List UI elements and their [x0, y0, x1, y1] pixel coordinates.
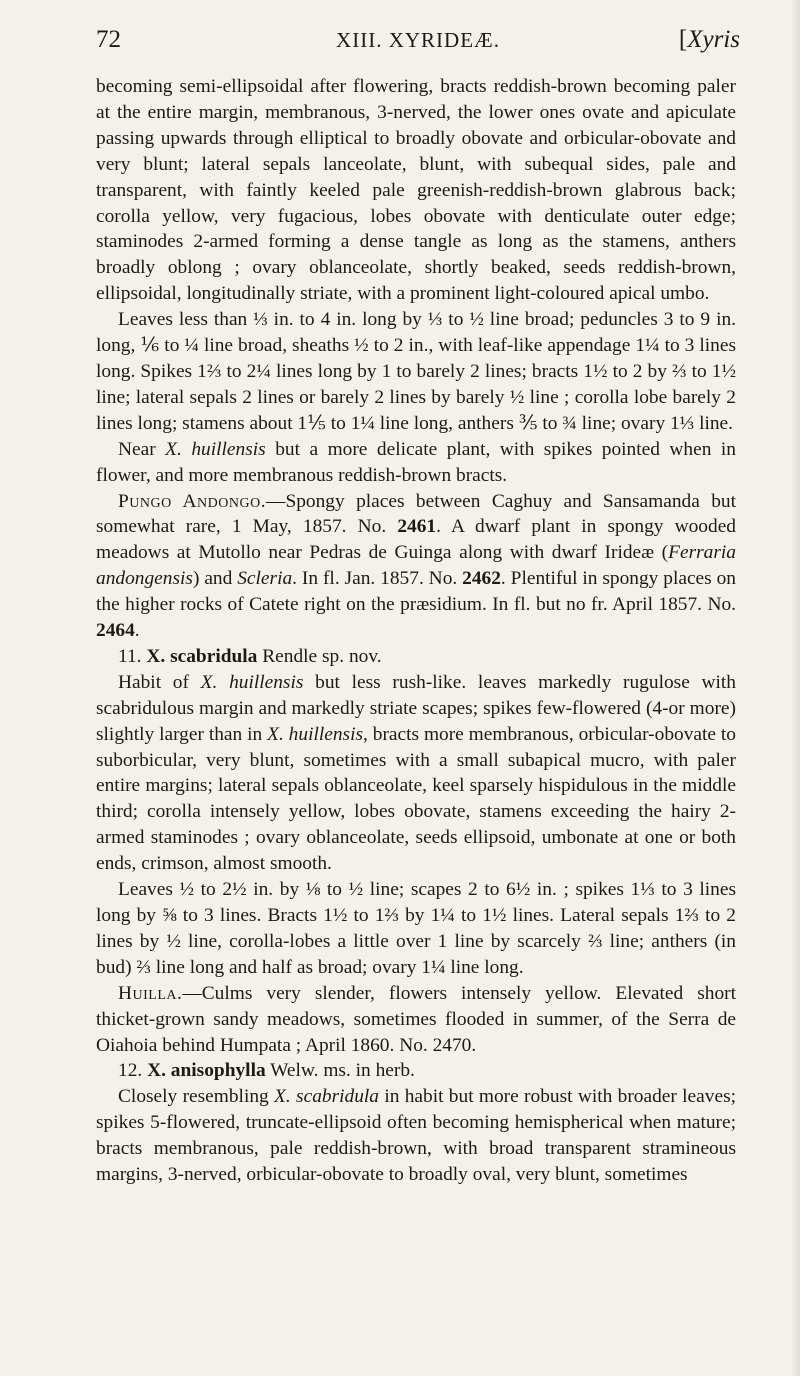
species-authority: Welw. ms. in herb. — [270, 1060, 415, 1082]
specimen-number: 2461 — [397, 516, 437, 538]
specimen-number: 2464 — [96, 620, 135, 642]
genus-reference: Scleria — [237, 568, 293, 590]
species-reference: X. huillensis — [200, 671, 304, 693]
species-authority: Rendle sp. nov. — [262, 645, 382, 667]
locality-text: . Plentiful in spongy places on the higher rocks of Catete right on the præsidium. In fl. but no fr. April 1857. No. — [96, 568, 736, 616]
locality-text: —Spongy places between Caghuy and Sansamanda but somewhat rare, 1 May, 1857. No. — [96, 490, 736, 538]
description-text: but less rush-like. leaves markedly rugulose with scabridulous margin and markedly striate scapes; spikes few-flowered (4-or more) slightly larger than in — [96, 671, 737, 745]
dimensions-paragraph: Leaves ½ to 2½ in. by ⅛ to ½ line; scapes 2 to 6½ in. ; spikes 1⅓ to 3 lines long by ⅝ to 3 lines. Bracts 1½ to 1⅔ by 1¼ to 1½ lines. Lateral sepals 1⅔ to 2 lines by ½ line, corolla-lobes a little over 1 line by scarcely ⅔ line; anthers (in bud) ⅔ line long and half as broad; ovary 1¼ line long. — [96, 879, 736, 978]
locality-text: —Culms very slender, flowers intensely yellow. Elevated short thicket-grown sandy meadows, sometimes flooded in summer, of the Serra de Oiahoia behind Humpata ; April 1860. No. 2470. — [96, 982, 736, 1056]
species-heading — [96, 644, 736, 670]
description-text: Habit of — [118, 671, 201, 693]
species-name: X. anisophylla — [147, 1060, 266, 1082]
species-name: X. scabridula — [146, 645, 258, 667]
species-reference: X. huillensis — [267, 723, 364, 745]
locality-text: . — [134, 620, 140, 642]
running-genus-name: Xyris — [687, 26, 740, 53]
description-text: in habit but more robust with broader leaves; spikes 5-flowered, truncate-ellipsoid often becoming hemispherical when mature; bracts membranous, pale reddish-brown, with broad transparent stramineous margins, 3-nerved, orbicular-obovate to broadly oval, very blunt, sometimes — [96, 1086, 736, 1186]
page-number: 72 — [96, 26, 121, 53]
species-heading — [96, 1058, 736, 1084]
species-description — [96, 1084, 736, 1188]
page-body — [96, 74, 736, 1188]
species-description — [96, 670, 736, 877]
dimensions-paragraph: Leaves less than ⅓ in. to 4 in. long by ⅓ to ½ line broad; peduncles 3 to 9 in. long, ⅙ to ¼ line broad, sheaths ½ to 2 in., with leaf-like appendage 1¼ to 3 lines long. Spikes 1⅔ to 2¼ lines long by 1 to barely 2 lines; bracts 1½ to 2 by ⅔ to 1½ line; lateral sepals 2 lines or barely 2 lines by barely ½ line ; corolla lobe barely 2 lines long; stamens about 1⅕ to 1¼ line long, anthers ⅗ to ¾ line; ovary 1⅓ line. — [96, 309, 736, 434]
description-continued: becoming semi-ellipsoidal after flowering, bracts reddish-brown becoming paler at the entire margin, membranous, 3-nerved, the lower ones ovate and apiculate passing upwards through elliptical to broadly obovate and orbicular-obovate and very blunt; lateral sepals lanceolate, blunt, with subequal sides, pale and transparent, with faintly keeled pale greenish-reddish-brown glabrous back; corolla yellow, very fugacious, lobes obovate with denticulate outer edge; staminodes 2-armed forming a dense tangle as long as the stamens, anthers broadly oblong ; ovary oblanceolate, shortly beaked, seeds reddish-brown, ellipsoidal, longitudinally striate, with a prominent light-coloured apical umbo. — [96, 76, 736, 305]
description-text: , bracts more membranous, orbicular-obovate to suborbicular, very blunt, sometimes with a small subapical mucro, with paler entire margins; lateral sepals oblanceolate, keel sparsely hispidulous in the middle third; corolla intensely yellow, lobes obovate, stamens exceeding the hairy 2-armed staminodes ; ovary oblanceolate, seeds ellipsoid, umbonate at one or both ends, crimson, almost smooth. — [96, 723, 737, 875]
specimen-number: 2462 — [462, 568, 501, 590]
locality-paragraph — [96, 981, 736, 1059]
locality-paragraph — [96, 489, 736, 644]
affinity-prefix: Near — [118, 438, 166, 460]
page-edge-shadow — [790, 0, 800, 1376]
species-number: 12. — [118, 1060, 143, 1082]
species-reference: Ferraria andongensis — [96, 542, 736, 590]
running-genus: [Xyris — [678, 26, 740, 53]
locality-text: . In fl. Jan. 1857. No. — [292, 568, 463, 590]
locality-name: Pungo Andongo. — [118, 490, 267, 512]
affinity-note — [96, 437, 736, 489]
description-text: Closely resembling — [118, 1086, 275, 1108]
page-header — [96, 26, 740, 66]
locality-text: . A dwarf plant in spongy wooded meadows at Mutollo near Pedras de Guinga along with dwarf Irideæ ( — [96, 516, 736, 564]
species-number: 11. — [118, 645, 142, 667]
locality-text: ) and — [192, 568, 238, 590]
affinity-suffix: but a more delicate plant, with spikes pointed when in flower, and more membranous reddish-brown bracts. — [96, 438, 736, 486]
running-title: XIII. XYRIDEÆ. — [336, 28, 500, 52]
species-reference: X. huillensis — [165, 438, 266, 460]
species-reference: X. scabridula — [274, 1086, 380, 1108]
locality-name: Huilla. — [118, 982, 183, 1004]
